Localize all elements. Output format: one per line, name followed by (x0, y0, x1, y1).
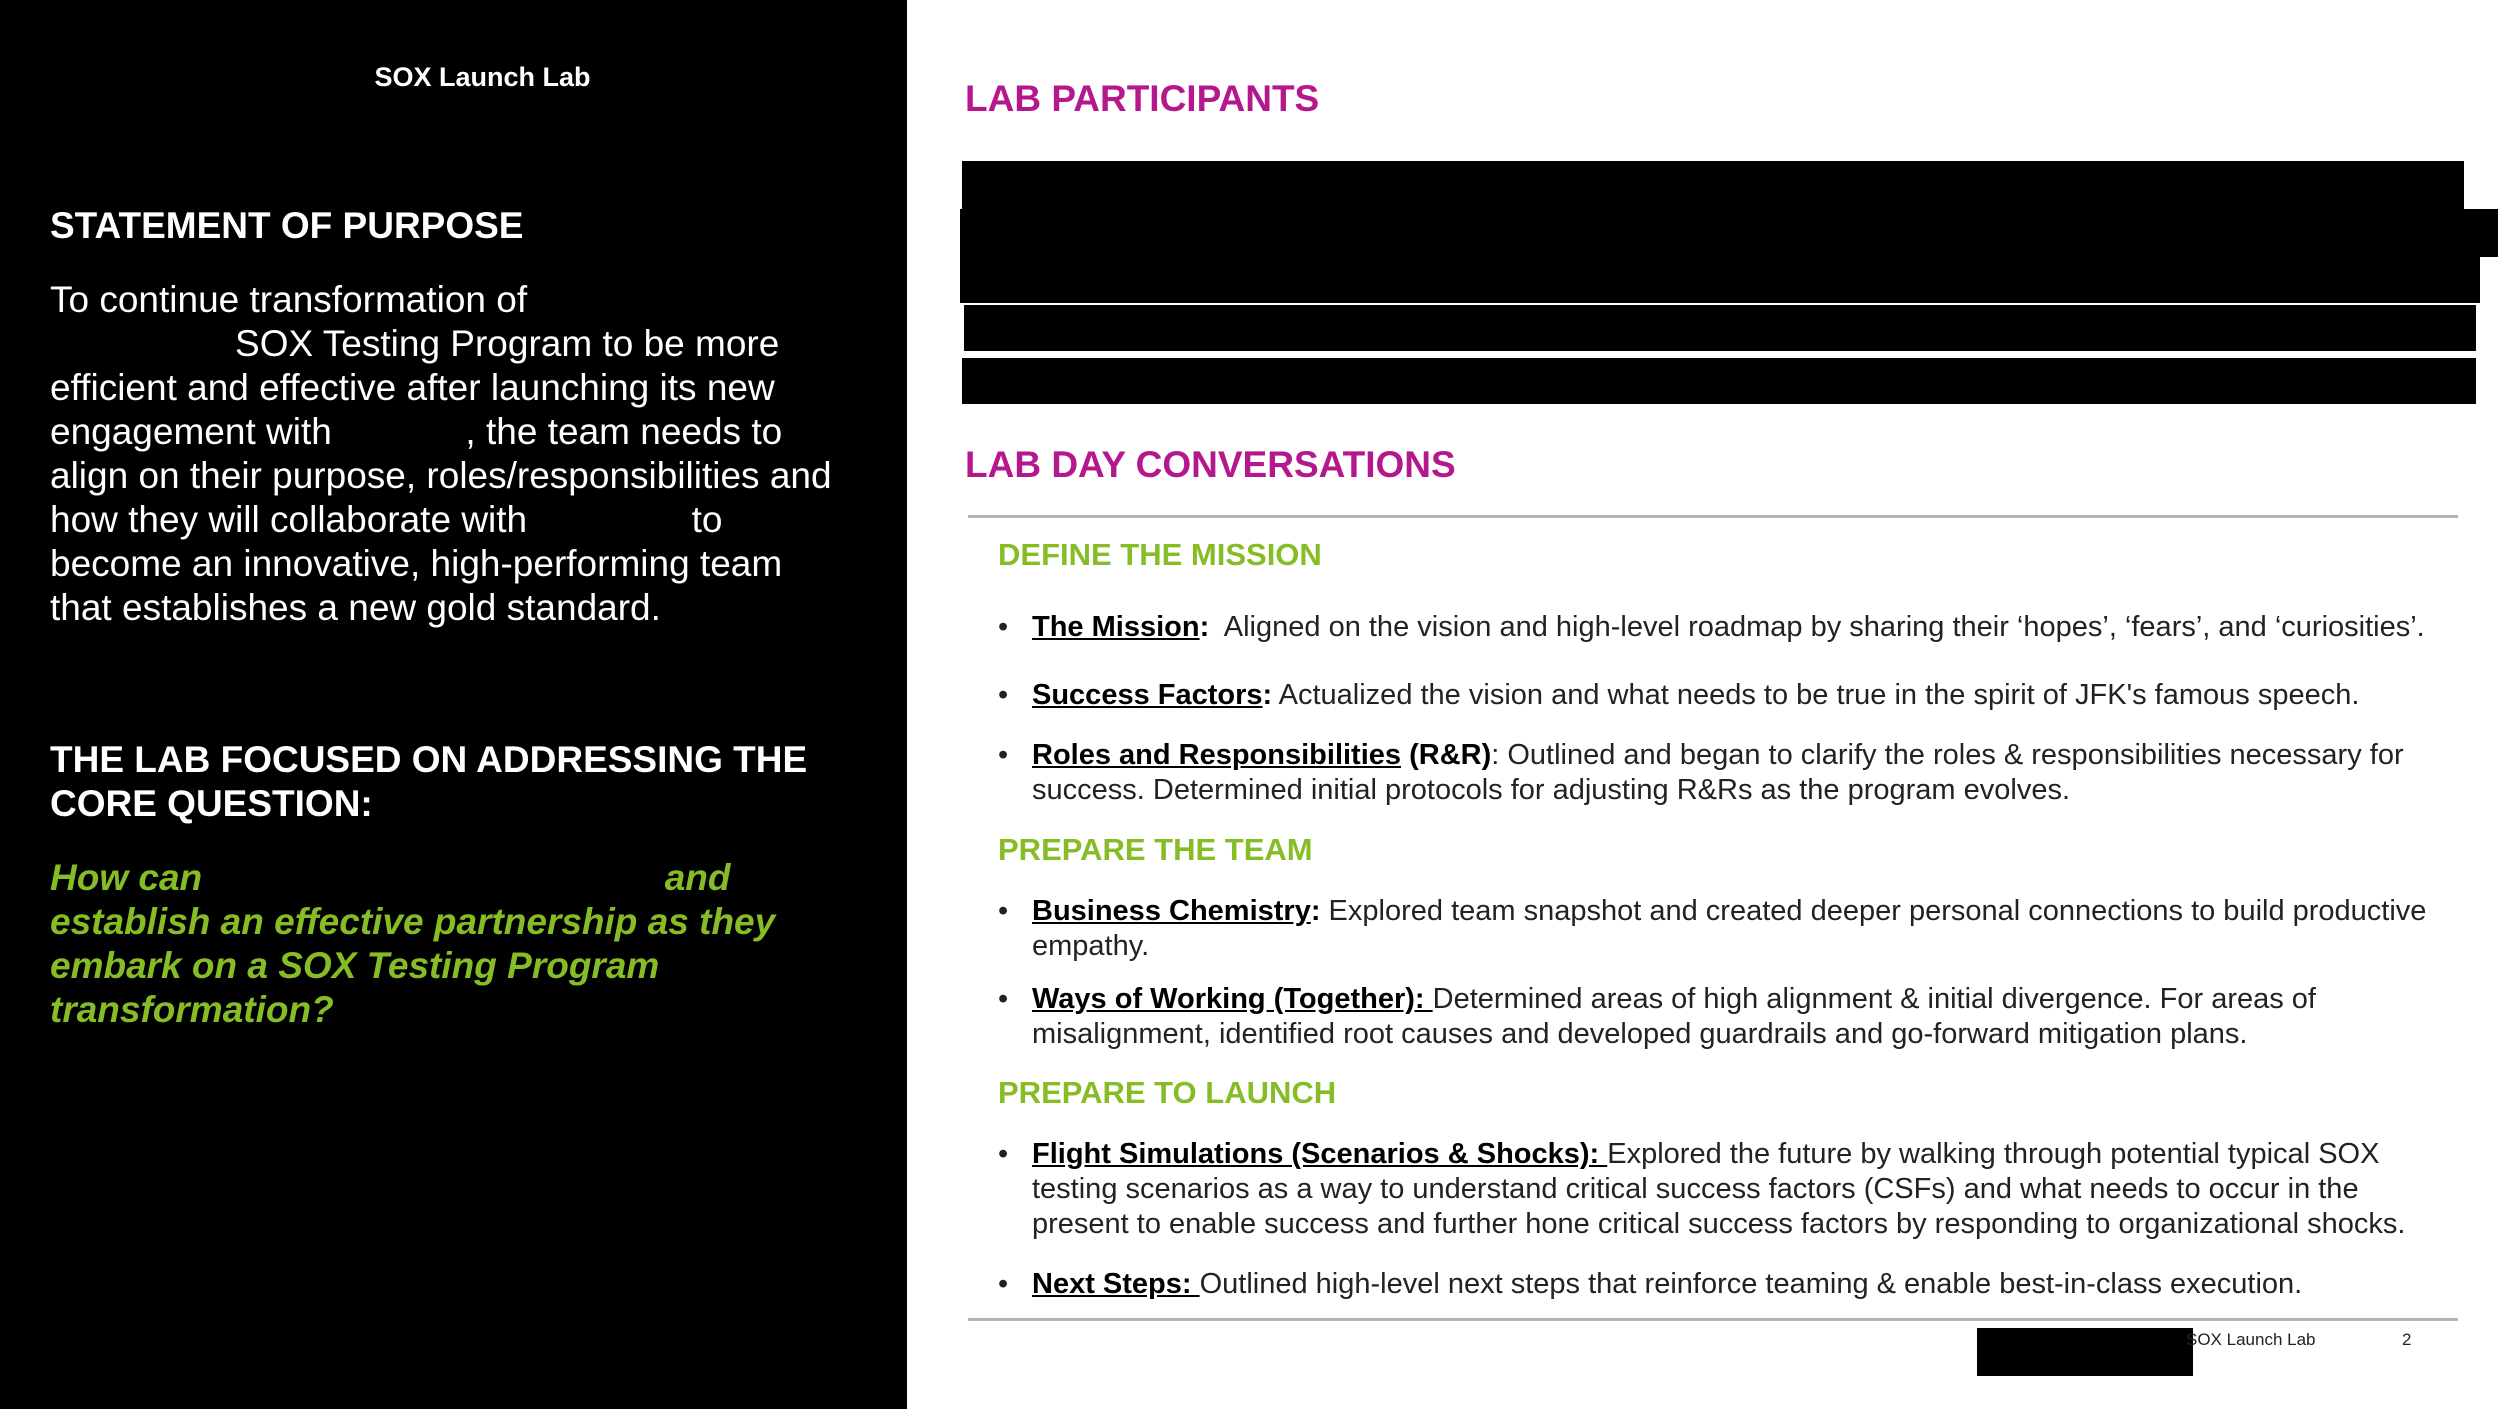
lab-title: SOX Launch Lab (374, 62, 591, 92)
bullet-ways-of-working (998, 982, 2452, 1052)
footer-redaction (1977, 1328, 2193, 1376)
bullet-text-continued: misalignment, identified root causes and developed guardrails and go-forward mitigation plans. (1032, 1018, 2248, 1050)
bullet-text: Outlined high-level next steps that reinforce teaming & enable best-in-class execution. (1199, 1268, 2303, 1300)
bullet-suffix: : (1262, 679, 1273, 711)
bullet-flight-simulations (998, 1137, 2452, 1242)
bullet-term: Success Factors (1032, 679, 1263, 711)
redaction-bar (962, 358, 2476, 404)
bullet-text: Explored the future by walking through potential typical SOX (1607, 1138, 2380, 1170)
page-number: 2 (2402, 1330, 2412, 1349)
purpose-line: that establishes a new gold standard. (50, 587, 661, 628)
core-heading-line: THE LAB FOCUSED ON ADDRESSING THE (50, 739, 808, 780)
purpose-line: efficient and effective after launching its new (50, 367, 775, 408)
bullet-text-continued: present to enable success and further hone critical success factors by responding to organizational shocks. (1032, 1208, 2406, 1240)
bullet-roles-responsibilities (998, 738, 2452, 808)
bullet-text: Determined areas of high alignment & initial divergence. For areas of (1432, 983, 2316, 1015)
core-question-heading (50, 738, 807, 826)
bullet-term: Flight Simulations (Scenarios & Shocks): (1032, 1138, 1608, 1170)
section-heading-prepare-launch: PREPARE TO LAUNCH (998, 1075, 1337, 1110)
bullet-text: : Outlined and began to clarify the roles & responsibilities necessary for (1491, 739, 2404, 771)
bullet-suffix: (R&R) (1401, 739, 1492, 771)
purpose-line: SOX Testing Program to be more (50, 323, 780, 364)
bullet-dot: • (998, 611, 1009, 643)
section-heading-prepare-team: PREPARE THE TEAM (998, 832, 1313, 867)
purpose-line: To continue transformation of (50, 279, 528, 320)
bullet-term: Next Steps: (1032, 1268, 1200, 1300)
purpose-line: engagement with , the team needs to (50, 411, 783, 452)
bullet-dot: • (998, 1268, 1009, 1300)
bullet-dot: • (998, 895, 1009, 927)
bullet-dot: • (998, 983, 1009, 1015)
bullet-dot: • (998, 739, 1009, 771)
conversations-heading: LAB DAY CONVERSATIONS (965, 444, 1456, 485)
bullet-text: Actualized the vision and what needs to be true in the spirit of JFK's famous speech. (1272, 679, 2360, 711)
bullet-term: Roles and Responsibilities (1032, 739, 1402, 771)
bullet-text: Aligned on the vision and high-level roadmap by sharing their ‘hopes’, ‘fears’, and ‘curiosities’. (1209, 611, 2425, 643)
bullet-text-continued: testing scenarios as a way to understand critical success factors (CSFs) and what needs to occur in the (1032, 1173, 2359, 1205)
participants-heading: LAB PARTICIPANTS (965, 78, 1320, 119)
core-question-line: embark on a SOX Testing Program (50, 945, 660, 986)
core-question-line: transformation? (50, 989, 334, 1030)
redaction-bar (960, 209, 2498, 257)
purpose-line: how they will collaborate with to (50, 499, 723, 540)
bullet-text: Explored team snapshot and created deeper personal connections to build productive (1320, 895, 2427, 927)
bullet-text-continued: success. Determined initial protocols for adjusting R&Rs as the program evolves. (1032, 774, 2071, 806)
bullet-text-continued: empathy. (1032, 930, 1150, 962)
redaction-bar (962, 161, 2464, 209)
bullet-success-factors (998, 678, 2452, 713)
core-question-line: How can and (50, 857, 731, 898)
purpose-line: align on their purpose, roles/responsibilities and (50, 455, 832, 496)
bullet-suffix: : (1310, 895, 1321, 927)
purpose-text (50, 278, 870, 630)
bullet-term: Ways of Working (Together): (1032, 983, 1433, 1015)
bullet-the-mission (998, 610, 2452, 645)
core-heading-line: CORE QUESTION: (50, 783, 373, 824)
core-question (50, 856, 870, 1032)
bullet-dot: • (998, 679, 1009, 711)
left-panel (0, 0, 907, 1409)
purpose-line: become an innovative, high-performing team (50, 543, 783, 584)
bullet-dot: • (998, 1138, 1009, 1170)
bullet-suffix: : (1199, 611, 1210, 643)
purpose-heading: STATEMENT OF PURPOSE (50, 205, 524, 246)
bullet-term: The Mission (1032, 611, 1200, 643)
bullet-business-chemistry (998, 894, 2452, 964)
redaction-bar (960, 257, 2480, 303)
core-question-line: establish an effective partnership as they (50, 901, 776, 942)
divider-bottom (968, 1318, 2458, 1321)
bullet-next-steps (998, 1267, 2452, 1302)
footer-label: SOX Launch Lab (2186, 1330, 2316, 1349)
divider-top (968, 515, 2458, 518)
section-heading-define-mission: DEFINE THE MISSION (998, 537, 1322, 572)
bullet-term: Business Chemistry (1032, 895, 1311, 927)
redaction-bar (964, 305, 2476, 351)
